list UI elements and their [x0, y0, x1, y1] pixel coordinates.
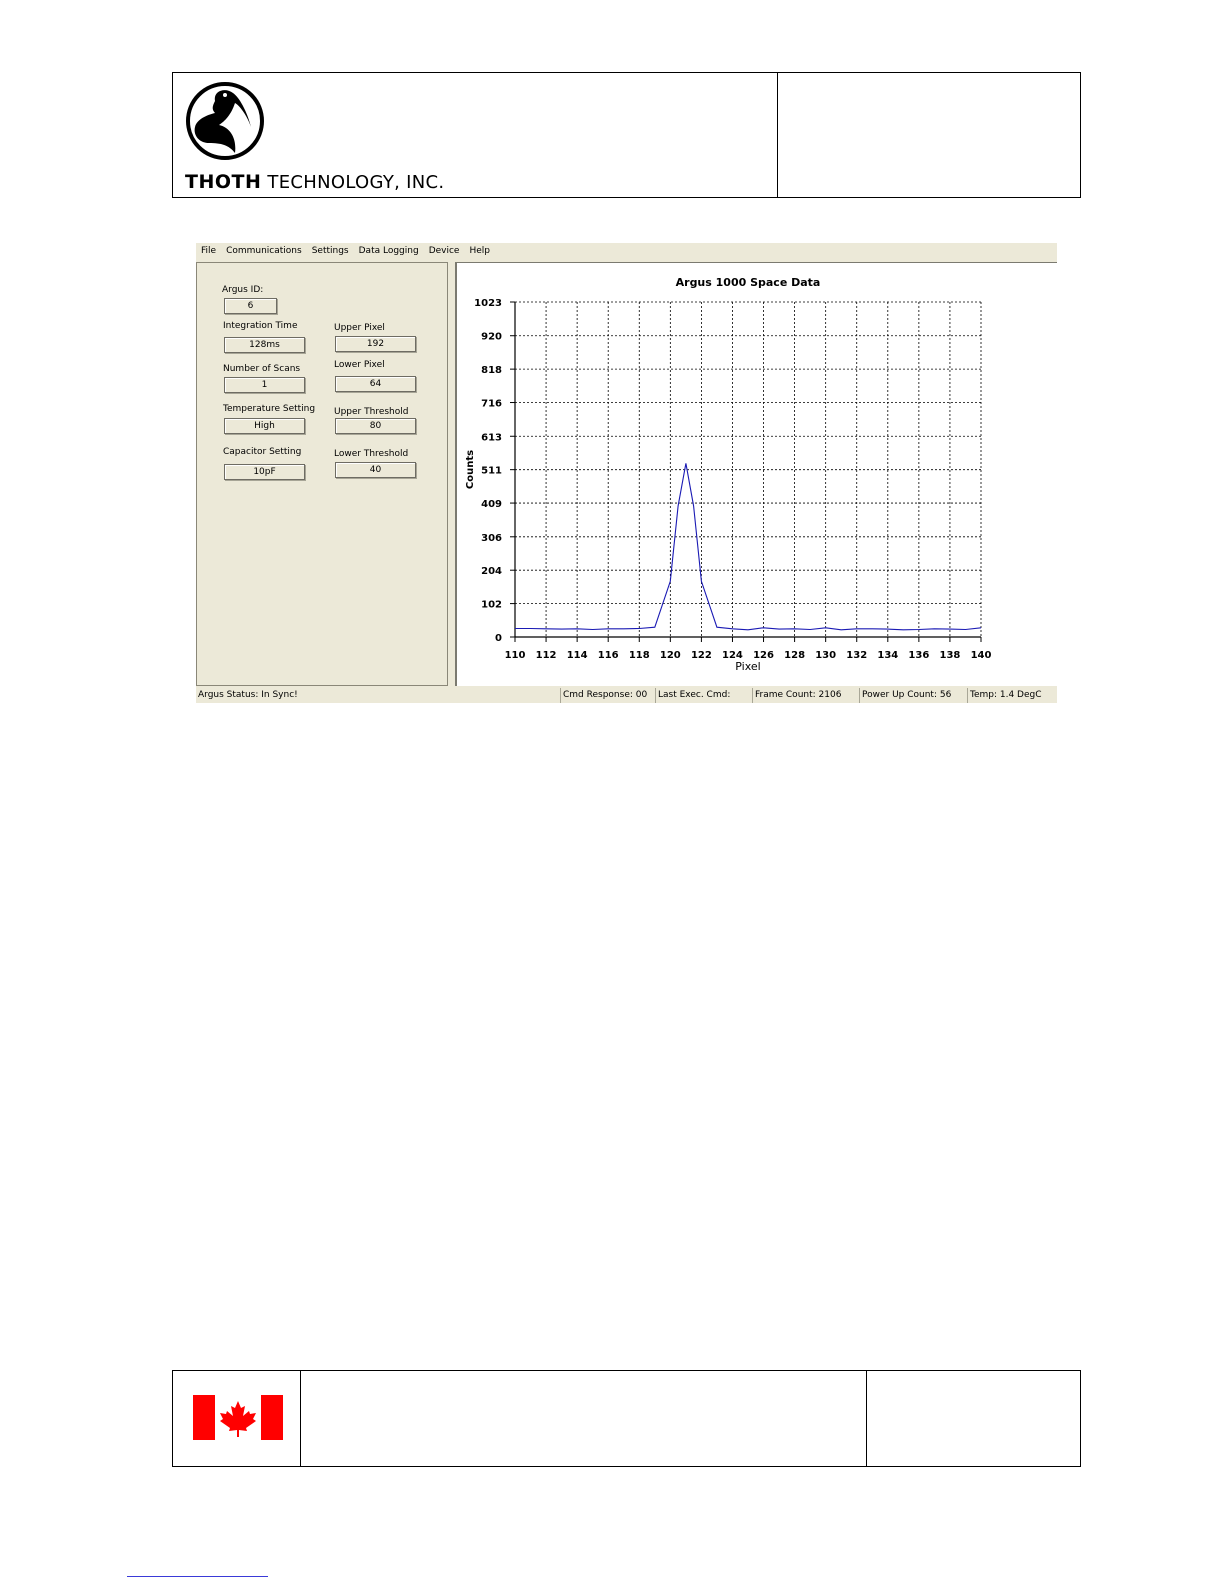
lower-pixel-field[interactable]: 64	[335, 376, 416, 392]
status-last-exec: Last Exec. Cmd:	[656, 688, 753, 703]
status-argus: Argus Status: In Sync!	[196, 688, 561, 703]
integration-time-label: Integration Time	[223, 321, 298, 331]
y-tick-label: 511	[481, 465, 502, 477]
number-of-scans-label: Number of Scans	[223, 364, 301, 374]
company-name: THOTH TECHNOLOGY, INC.	[185, 171, 445, 193]
y-tick-label: 818	[481, 365, 502, 377]
argus-id-label: Argus ID:	[222, 285, 264, 295]
capacitor-setting-label: Capacitor Setting	[223, 447, 302, 457]
x-tick-label: 114	[566, 650, 588, 661]
chart-title: Argus 1000 Space Data	[675, 276, 821, 289]
status-cmd-response: Cmd Response: 00	[561, 688, 656, 703]
y-tick-label: 102	[481, 599, 502, 611]
y-tick-label: 716	[481, 398, 502, 410]
menu-file[interactable]: File	[201, 245, 217, 256]
x-tick-label: 136	[908, 650, 930, 661]
menu-help[interactable]: Help	[469, 245, 490, 256]
page-header	[172, 72, 1081, 198]
y-tick-label: 409	[481, 499, 502, 511]
series-line-counts	[515, 463, 981, 629]
footer-divider	[300, 1371, 301, 1466]
x-tick-label: 124	[722, 650, 743, 661]
menu-device[interactable]: Device	[428, 245, 460, 256]
menu-data-logging[interactable]: Data Logging	[358, 245, 419, 256]
x-tick-label: 140	[970, 650, 992, 661]
x-tick-label: 122	[690, 650, 712, 661]
upper-pixel-field[interactable]: 192	[335, 336, 416, 352]
x-tick-label: 132	[846, 650, 868, 661]
x-tick-label: 116	[597, 650, 619, 661]
capacitor-setting-field[interactable]: 10pF	[224, 464, 305, 480]
upper-threshold-label: Upper Threshold	[334, 407, 409, 417]
y-tick-label: 204	[481, 566, 502, 578]
menu-settings[interactable]: Settings	[311, 245, 349, 256]
x-tick-label: 134	[877, 650, 899, 661]
y-tick-label: 920	[481, 331, 502, 343]
lower-pixel-label: Lower Pixel	[334, 360, 385, 370]
settings-panel	[196, 262, 448, 686]
upper-pixel-label: Upper Pixel	[334, 323, 385, 333]
header-divider	[777, 73, 778, 197]
footer-link-underline	[127, 1576, 268, 1577]
ibis-logo-icon	[185, 81, 267, 163]
menu-communications[interactable]: Communications	[226, 245, 302, 256]
x-tick-label: 112	[535, 650, 557, 661]
spectrum-chart	[457, 263, 1055, 683]
temperature-setting-label: Temperature Setting	[223, 404, 316, 414]
lower-threshold-field[interactable]: 40	[335, 462, 416, 478]
y-axis-label: Counts	[465, 449, 476, 490]
x-tick-label: 138	[939, 650, 961, 661]
x-tick-label: 128	[784, 650, 806, 661]
company-logo	[185, 81, 455, 193]
menubar	[196, 243, 1057, 258]
number-of-scans-field[interactable]: 1	[224, 377, 305, 393]
x-tick-label: 110	[504, 650, 526, 661]
status-frame-count: Frame Count: 2106	[753, 688, 860, 703]
y-tick-label: 613	[481, 432, 502, 444]
y-tick-label: 306	[481, 532, 502, 544]
x-tick-label: 126	[753, 650, 774, 661]
y-tick-label: 0	[495, 633, 502, 644]
status-temp: Temp: 1.4 DegC	[970, 690, 1042, 700]
x-tick-label: 118	[628, 650, 650, 661]
upper-threshold-field[interactable]: 80	[335, 418, 416, 434]
x-tick-label: 120	[659, 650, 681, 661]
chart-panel	[455, 262, 1057, 686]
page-footer	[172, 1370, 1081, 1467]
argus-app-window	[196, 243, 1057, 703]
x-tick-label: 130	[815, 650, 837, 661]
integration-time-field[interactable]: 128ms	[224, 337, 305, 353]
temperature-setting-field[interactable]: High	[224, 418, 305, 434]
x-axis-label: Pixel	[735, 660, 761, 673]
canada-flag-icon	[193, 1395, 283, 1440]
lower-threshold-label: Lower Threshold	[334, 449, 409, 459]
argus-id-field[interactable]: 6	[224, 298, 277, 314]
statusbar	[196, 688, 1057, 703]
status-power-up-count: Power Up Count: 56	[860, 688, 968, 703]
y-tick-label: 1023	[474, 298, 502, 309]
footer-divider	[866, 1371, 867, 1466]
